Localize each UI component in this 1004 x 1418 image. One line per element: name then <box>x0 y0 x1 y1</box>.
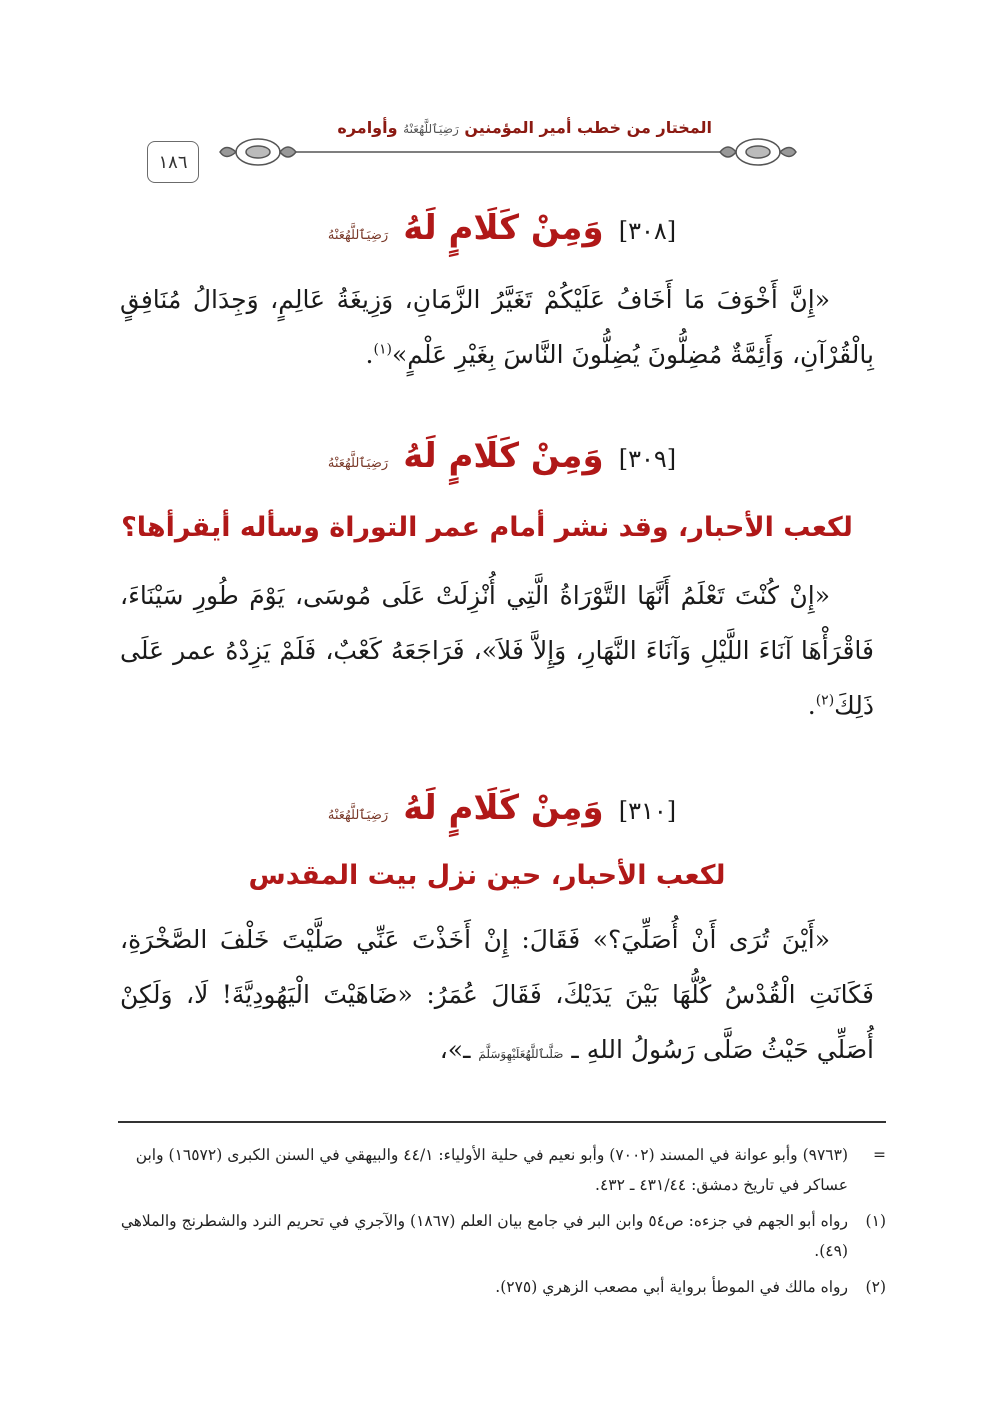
running-header <box>218 118 798 178</box>
paragraph-end: ـ»، <box>439 1035 471 1064</box>
section-309-subtitle: لكعب الأحبار، وقد نشر أمام عمر التوراة وسأله أيقرأها؟ <box>121 512 853 543</box>
section-number: [٣١٠] <box>618 797 677 825</box>
section-310-heading <box>130 788 874 828</box>
honorific: رَضِيَٱللَّهُعَنْهُ <box>327 456 389 471</box>
footnote-ref-1[interactable]: (١) <box>373 341 392 358</box>
footnote-1 <box>118 1206 886 1266</box>
speech-label: وَمِنْ كَلَامٍ لَهُ <box>403 436 604 476</box>
section-310-paragraph <box>120 912 874 1082</box>
honorific: رَضِيَٱللَّهُعَنْهُ <box>327 808 389 823</box>
footnote-text: (٩٧٦٣) وأبو عوانة في المسند (٧٠٠٢) وأبو نعيم في حلية الأولياء: ٤٤/١ والبيهقي في السنن الكبرى (١٦٥٧٢) وابن عساكر في تاريخ دمشق: ٤٣١/٤٤ ـ ٤٣٢. <box>135 1146 848 1194</box>
footnote-text: رواه مالك في الموطأ برواية أبي مصعب الزهري (٢٧٥). <box>495 1278 848 1296</box>
footnote-ref-2[interactable]: (٢) <box>815 692 835 709</box>
section-309-paragraph <box>120 568 874 733</box>
right-flourish-icon <box>720 139 796 165</box>
section-308-heading <box>130 208 874 248</box>
paragraph-end: . <box>807 691 816 720</box>
paragraph-text: «إِنَّ أَخْوَفَ مَا أَخَافُ عَلَيْكُمْ تَغَيَّرُ الزَّمَانِ، وَزِيغَةُ عَالِمٍ، وَجِدَالُ مُنَافِقٍ بِالْقُرْآنِ، وَأَئِمَّةٌ مُضِلُّونَ يُضِلُّونَ النَّاسَ بِغَيْرِ عَلْمٍ» <box>120 285 874 369</box>
footnotes <box>118 1140 886 1308</box>
section-308-paragraph <box>120 272 874 382</box>
footnote-marker: (٢) <box>865 1278 886 1296</box>
section-310-subtitle: لكعب الأحبار، حين نزل بيت المقدس <box>248 860 726 891</box>
paragraph-text: «إِنْ كُنْتَ تَعْلَمُ أَنَّهَا التَّوْرَاةُ الَّتِي أُنْزِلَتْ عَلَى مُوسَى، يَوْمَ طُورِ سَيْنَاءَ، فَاقْرَأْهَا آنَاءَ اللَّيْلِ وَآنَاءَ النَّهَارِ، وَإِلاَّ فَلاَ»، فَرَاجَعَهُ كَعْبٌ، فَلَمْ يَزِدْهُ عمر عَلَى ذَلِكَ <box>120 581 874 720</box>
speech-label: وَمِنْ كَلَامٍ لَهُ <box>403 788 604 828</box>
book-title-text: المختار من خطب أمير المؤمنين <box>464 118 712 137</box>
page-number <box>147 141 199 183</box>
left-flourish-icon <box>220 139 296 165</box>
section-309-heading <box>130 436 874 476</box>
footnote-marker: = <box>873 1146 886 1164</box>
book-title-suffix: وأوامره <box>337 118 398 137</box>
paragraph-end: . <box>365 340 374 369</box>
footnote-text: رواه أبو الجهم في جزءه: ص٥٤ وابن البر في جامع بيان العلم (١٨٦٧) والآجري في تحريم النرد والشطرنج والملاهي (٤٩). <box>120 1212 848 1260</box>
header-ornament-rule <box>218 126 798 176</box>
footnote-2 <box>118 1272 886 1302</box>
section-number: [٣٠٨] <box>618 217 677 245</box>
book-title-honor: رَضِيَٱللَّهُعَنْهُ <box>403 122 459 136</box>
honorific: رَضِيَٱللَّهُعَنْهُ <box>327 228 389 243</box>
speech-label: وَمِنْ كَلَامٍ لَهُ <box>403 208 604 248</box>
footnote-separator <box>118 1121 886 1123</box>
footnote-continuation <box>118 1140 886 1200</box>
salla-honorific: صَلَّىٱللَّهُعَلَيْهِوَسَلَّمَ <box>478 1047 564 1061</box>
paragraph-text: «أَيْنَ تُرَى أَنْ أُصَلِّيَ؟» فَقَالَ: إِنْ أَخَذْتَ عَنِّي صَلَّيْتَ خَلْفَ الصَّخْرَةِ، فَكَانَتِ الْقُدْسُ كُلُّهَا بَيْنَ يَدَيْكَ، فَقَالَ عُمَرُ: «ضَاهَيْتَ الْيَهُودِيَّةَ! لَا، وَلَكِنْ أُصَلِّي حَيْثُ صَلَّى رَسُولُ اللهِ ـ <box>120 925 874 1064</box>
footnote-marker: (١) <box>865 1212 886 1230</box>
page-number-text: ١٨٦ <box>158 151 188 173</box>
section-number: [٣٠٩] <box>618 445 677 473</box>
